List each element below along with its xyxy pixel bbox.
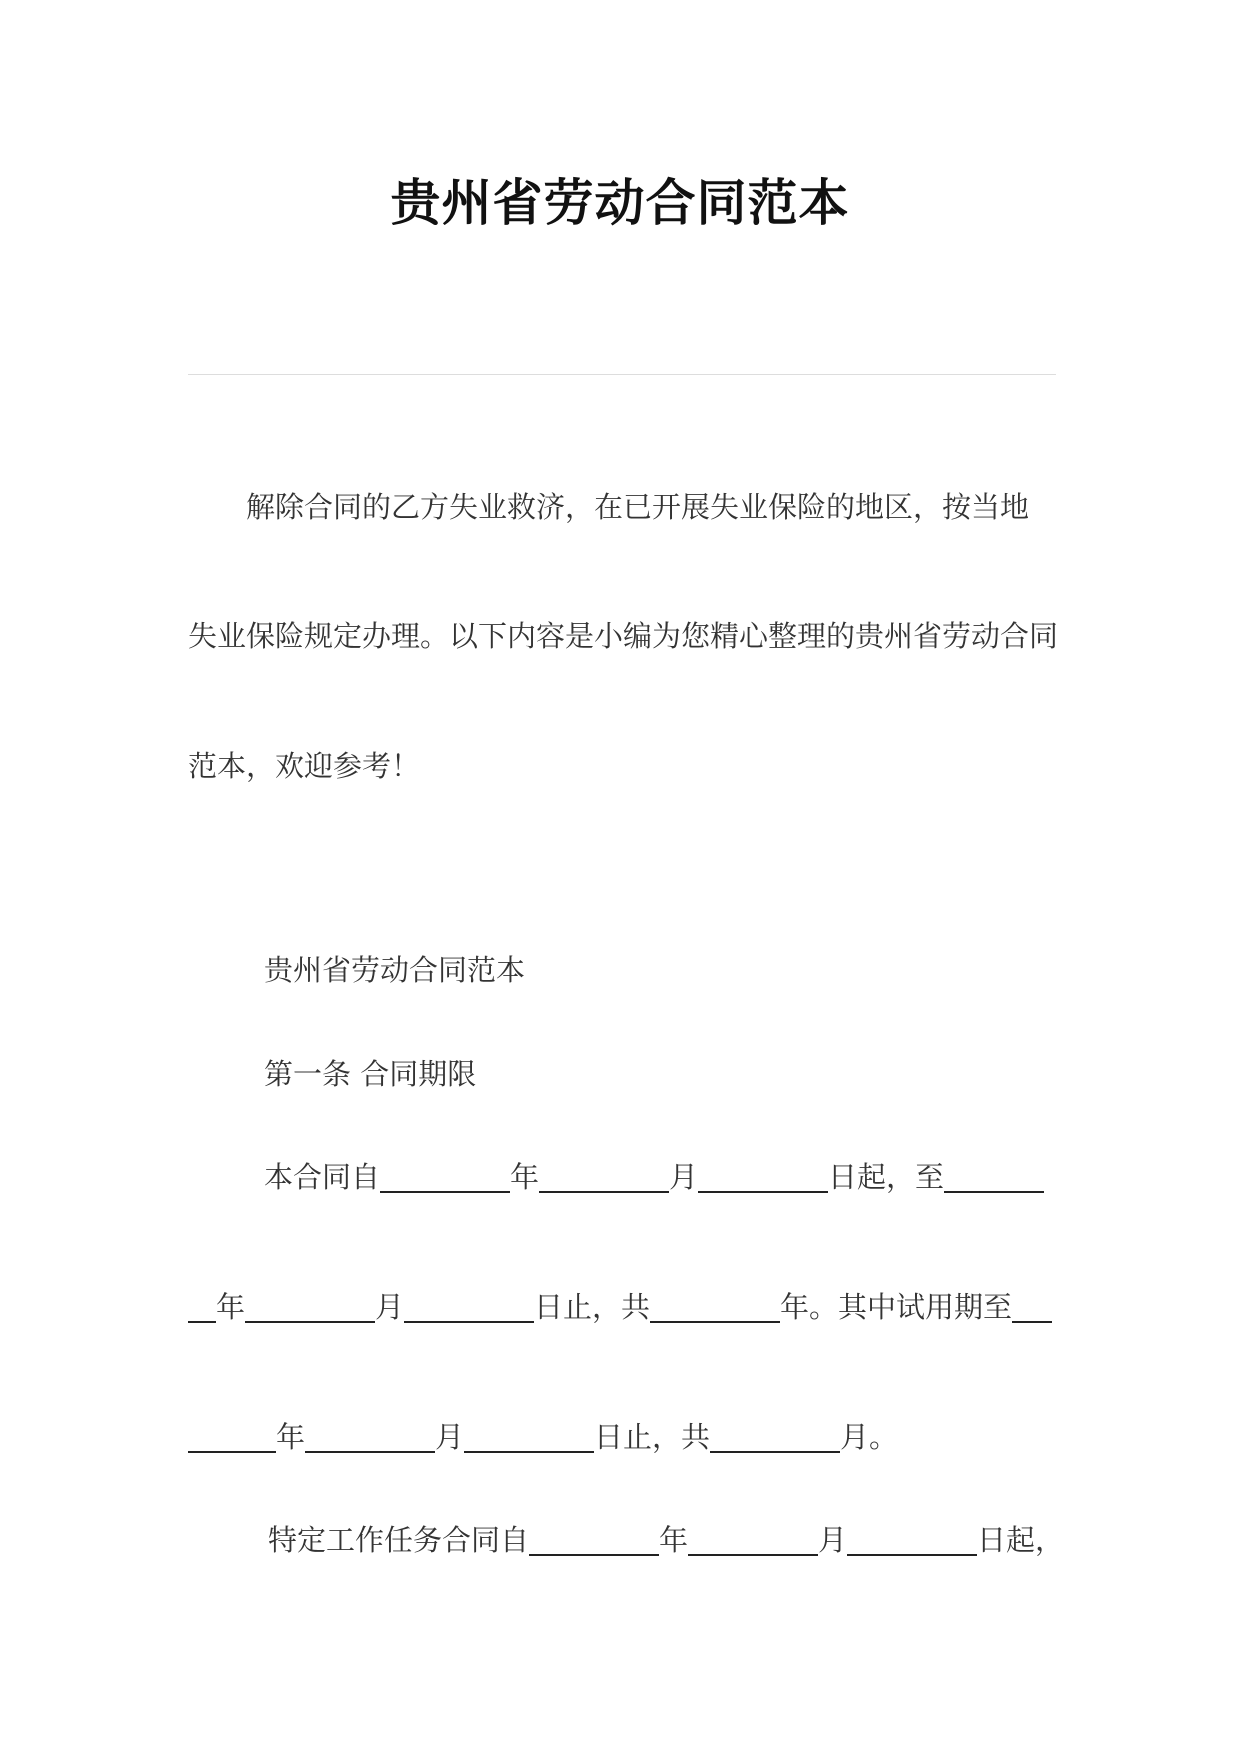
clause-1-prefix: 本合同自 [264, 1160, 381, 1194]
end-year-blank-part-2[interactable] [188, 1321, 216, 1323]
intro-paragraph-line-3: 范本，欢迎参考！ [188, 749, 421, 783]
probation-months-blank[interactable] [710, 1451, 840, 1453]
intro-paragraph-line-2: 失业保险规定办理。以下内容是小编为您精心整理的贵州省劳动合同 [188, 619, 1059, 653]
clause-2-prefix: 特定工作任务合同自 [268, 1523, 530, 1557]
month-label: 月 [818, 1523, 848, 1557]
end-month-blank[interactable] [245, 1321, 375, 1323]
title-divider [188, 374, 1056, 375]
end-day-blank[interactable] [404, 1321, 534, 1323]
day-from-label: 日起， [977, 1523, 1065, 1557]
probation-year-blank-part-1[interactable] [1012, 1321, 1052, 1323]
year-label: 年 [276, 1420, 306, 1454]
start-month-blank[interactable] [539, 1191, 669, 1193]
probation-month-blank[interactable] [305, 1451, 435, 1453]
day-to-label: 日止，共 [534, 1290, 651, 1324]
clause-2-line-1 [268, 1523, 1065, 1557]
probation-day-blank[interactable] [464, 1451, 594, 1453]
day-from-label: 日起，至 [828, 1160, 945, 1194]
probation-label: 年。其中试用期至 [780, 1290, 1013, 1324]
intro-paragraph-line-1: 解除合同的乙方失业救济，在已开展失业保险的地区，按当地 [246, 490, 1030, 524]
clause-1-line-2 [188, 1290, 1052, 1324]
year-label: 年 [510, 1160, 540, 1194]
month-label: 月 [375, 1290, 405, 1324]
clause-1-line-1 [264, 1160, 1044, 1194]
start-day-blank[interactable] [698, 1191, 828, 1193]
month-label: 月 [435, 1420, 465, 1454]
task-start-year-blank[interactable] [529, 1554, 659, 1556]
year-label: 年 [659, 1523, 689, 1557]
page-title: 贵州省劳动合同范本 [390, 174, 850, 232]
months-end-label: 月。 [840, 1420, 899, 1454]
total-years-blank[interactable] [650, 1321, 780, 1323]
contract-subtitle: 贵州省劳动合同范本 [264, 953, 526, 987]
end-year-blank-part-1[interactable] [944, 1191, 1044, 1193]
start-year-blank[interactable] [380, 1191, 510, 1193]
clause-1-line-3 [188, 1420, 899, 1454]
task-start-day-blank[interactable] [847, 1554, 977, 1556]
year-label: 年 [216, 1290, 246, 1324]
article-1-heading: 第一条 合同期限 [264, 1057, 477, 1091]
month-label: 月 [669, 1160, 699, 1194]
day-to-label: 日止，共 [594, 1420, 711, 1454]
task-start-month-blank[interactable] [688, 1554, 818, 1556]
probation-year-blank-part-2[interactable] [188, 1451, 276, 1453]
